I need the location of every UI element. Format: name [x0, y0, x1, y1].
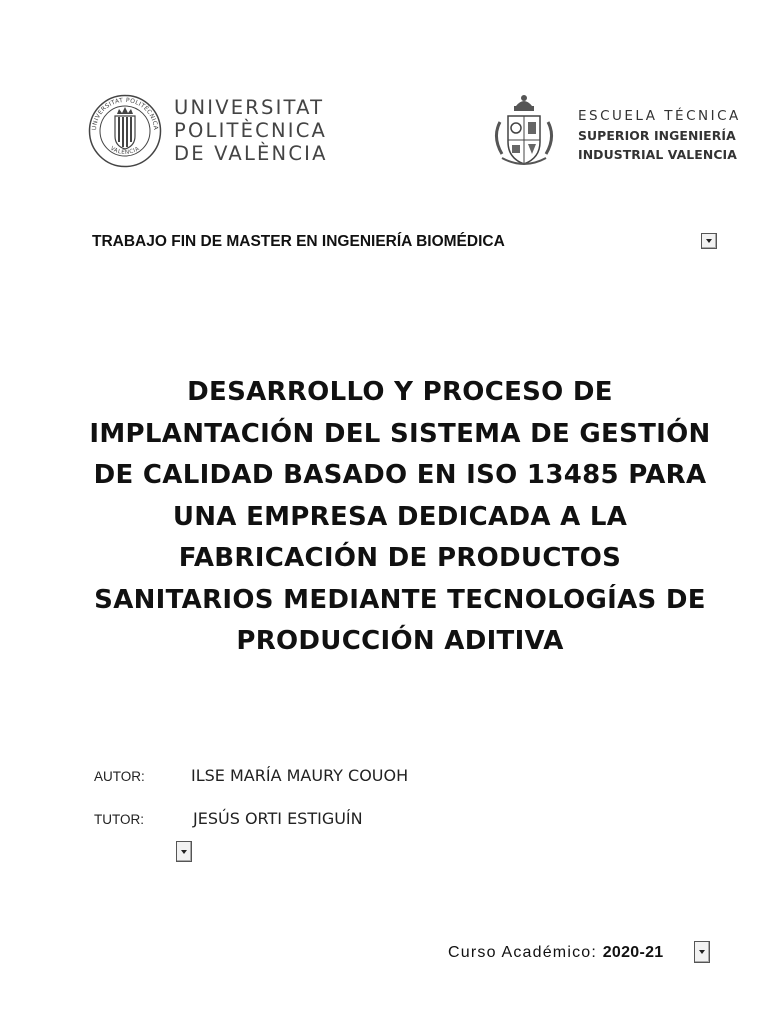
title-line: UNA EMPRESA DEDICADA A LA: [172, 501, 628, 532]
etsii-logo-line: INDUSTRIAL VALENCIA: [578, 147, 737, 162]
upv-logo-text: [174, 96, 328, 165]
title-line: DESARROLLO Y PROCESO DE: [187, 377, 613, 407]
upv-logo-line: POLITÈCNICA: [174, 119, 328, 142]
tutor-name: JESÚS ORTI ESTIGUÍN: [193, 809, 363, 828]
tutor-label: TUTOR:: [94, 812, 144, 827]
title-line: SANITARIOS MEDIANTE TECNOLOGÍAS DE: [94, 584, 706, 615]
upv-seal-bottom-text: VALÈNCIA: [109, 145, 141, 156]
title-line: IMPLANTACIÓN DEL SISTEMA DE GESTIÓN: [89, 418, 711, 449]
upv-logo-line: UNIVERSITAT: [174, 96, 325, 119]
academic-year-dropdown-button[interactable]: [694, 941, 710, 963]
thesis-title: [84, 372, 716, 663]
etsii-logo-line: SUPERIOR INGENIERÍA: [578, 128, 736, 143]
tutor-dropdown-button[interactable]: [176, 841, 192, 862]
etsii-crest-icon: [490, 92, 558, 170]
svg-text:UNIVERSITAT POLITÈCNICA: UNIVERSITAT POLITÈCNICA: [90, 96, 160, 131]
title-line: PRODUCCIÓN ADITIVA: [236, 626, 564, 656]
upv-logo-line: DE VALÈNCIA: [174, 142, 328, 165]
etsii-logo-line: ESCUELA TÉCNICA: [578, 108, 741, 124]
degree-dropdown-button[interactable]: [701, 233, 717, 249]
degree-heading: TRABAJO FIN DE MASTER EN INGENIERÍA BIOMÉDICA: [92, 233, 505, 250]
etsii-logo-text: [578, 106, 741, 164]
author-name: ILSE MARÍA MAURY COUOH: [191, 766, 409, 785]
upv-seal-icon: [88, 94, 162, 168]
author-label: AUTOR:: [94, 769, 145, 784]
title-line: FABRICACIÓN DE PRODUCTOS: [178, 543, 622, 573]
academic-year-value: 2020-21: [602, 944, 664, 961]
academic-year-label: Curso Académico:: [448, 944, 603, 961]
academic-year: [448, 944, 664, 962]
title-line: DE CALIDAD BASADO EN ISO 13485 PARA: [93, 460, 707, 490]
svg-text:VALÈNCIA: [109, 146, 141, 156]
